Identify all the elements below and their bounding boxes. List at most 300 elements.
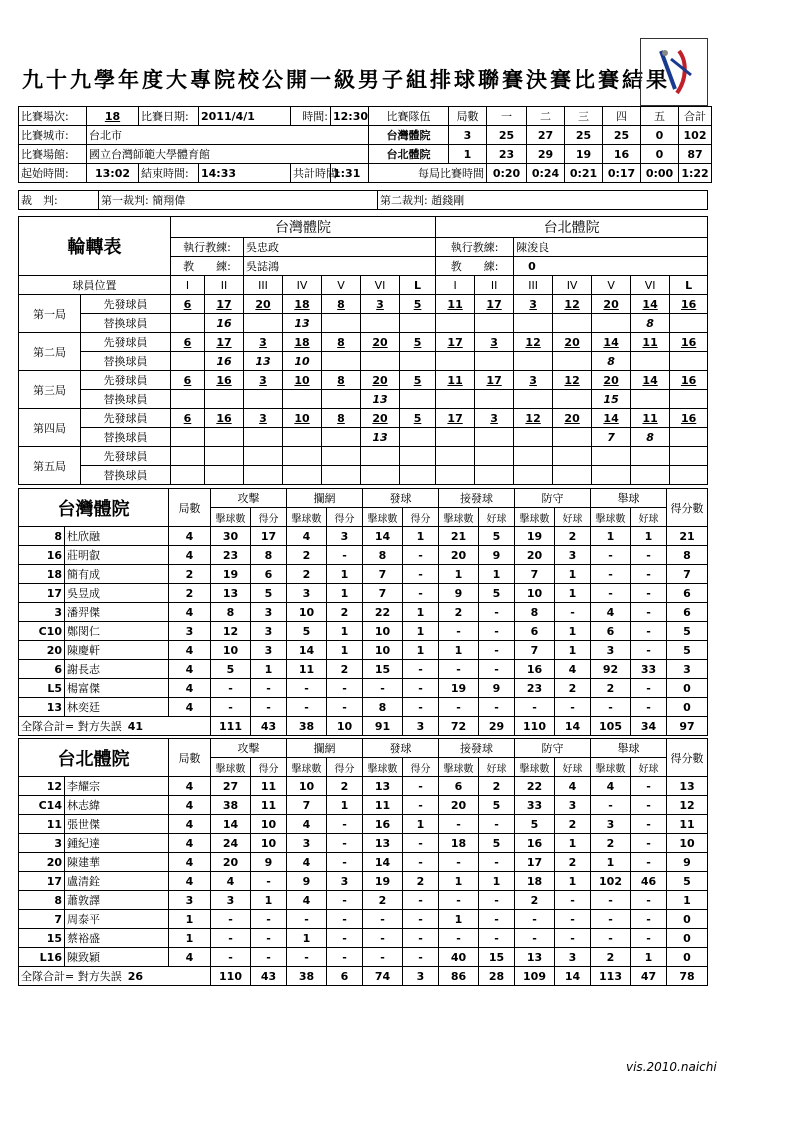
- sub-cell: [670, 466, 708, 485]
- score-cell: 1: [449, 145, 487, 164]
- stat-cell: 11: [251, 777, 287, 796]
- sub-cell: [205, 390, 244, 409]
- sub-header: 得分: [251, 508, 287, 527]
- stat-cell: 3: [667, 660, 708, 679]
- stat-cell: 2: [591, 834, 631, 853]
- sub-cell: [244, 428, 283, 447]
- stat-cell: 7: [515, 641, 555, 660]
- stat-cell: 3: [287, 584, 327, 603]
- stat-cell: -: [591, 796, 631, 815]
- starter-cell: 3: [514, 295, 553, 314]
- stat-cell: -: [327, 546, 363, 565]
- stat-cell: 1: [327, 622, 363, 641]
- sub-cell: [283, 390, 322, 409]
- block-header: 攔網: [287, 489, 363, 508]
- score-cell: 102: [679, 126, 712, 145]
- rotation-team-a: 台灣體院: [171, 217, 436, 238]
- sub-cell: [171, 466, 205, 485]
- stat-cell: 9: [479, 546, 515, 565]
- stat-cell: 8: [667, 546, 708, 565]
- sub-cell: [514, 352, 553, 371]
- exec-coach-label: 執行教練:: [436, 238, 514, 257]
- starter-cell: 20: [592, 371, 631, 390]
- table-row: [19, 948, 708, 967]
- total-cell: 109: [515, 967, 555, 986]
- score-header-team: 比賽隊伍: [369, 107, 449, 126]
- stat-cell: 33: [631, 660, 667, 679]
- player-name: 陳致穎: [65, 948, 169, 967]
- match-no: 18: [87, 107, 139, 126]
- stat-cell: -: [631, 834, 667, 853]
- stat-cell: -: [555, 910, 591, 929]
- team-b-exec-coach: 陳浚良: [514, 238, 708, 257]
- starter-cell: 20: [244, 295, 283, 314]
- stat-cell: 6: [515, 622, 555, 641]
- stat-cell: 24: [211, 834, 251, 853]
- player-name: 蕭敦譯: [65, 891, 169, 910]
- starter-cell: 14: [631, 371, 670, 390]
- venue-value: 國立台灣師範大學體育館: [87, 145, 369, 164]
- starter-cell: 12: [553, 371, 592, 390]
- opponent-errors: 26: [127, 970, 144, 983]
- stat-cell: 4: [555, 777, 591, 796]
- stat-cell: 2: [287, 546, 327, 565]
- player-name: 潘羿傑: [65, 603, 169, 622]
- stat-cell: 5: [667, 622, 708, 641]
- stat-cell: 1: [667, 891, 708, 910]
- stat-cell: -: [403, 546, 439, 565]
- total-cell: 74: [363, 967, 403, 986]
- stat-cell: 3: [327, 527, 363, 546]
- stat-cell: -: [479, 815, 515, 834]
- stat-cell: -: [403, 660, 439, 679]
- sub-cell: [592, 314, 631, 333]
- score-cell: 27: [527, 126, 565, 145]
- score-header-s5: 五: [641, 107, 679, 126]
- stat-cell: -: [403, 948, 439, 967]
- stat-cell: 1: [169, 929, 211, 948]
- sub-cell: [283, 466, 322, 485]
- stat-cell: 3: [327, 872, 363, 891]
- total-cell: 14: [555, 717, 591, 736]
- referee-label: 裁 判:: [19, 191, 99, 210]
- sub-header: 擊球數: [439, 758, 479, 777]
- block-header: 攔網: [287, 739, 363, 758]
- score-team-b: 台北體院: [369, 145, 449, 164]
- attack-header: 攻擊: [211, 739, 287, 758]
- stat-cell: 1: [631, 527, 667, 546]
- stat-cell: -: [327, 929, 363, 948]
- stat-cell: 2: [403, 872, 439, 891]
- stat-cell: 10: [515, 584, 555, 603]
- position-header: L: [670, 276, 708, 295]
- total-cell: 28: [479, 967, 515, 986]
- sub-cell: [436, 390, 475, 409]
- stat-cell: -: [251, 948, 287, 967]
- totals-label: 全隊合計= 對方失誤: [21, 970, 122, 983]
- first-referee: 第一裁判: 簡翔偉: [99, 191, 378, 210]
- sub-cell: [322, 314, 361, 333]
- player-number: 15: [19, 929, 65, 948]
- stat-cell: -: [439, 929, 479, 948]
- stat-cell: -: [251, 929, 287, 948]
- points-header: 得分數: [667, 489, 708, 527]
- stat-cell: 4: [169, 777, 211, 796]
- player-name: 周泰平: [65, 910, 169, 929]
- starter-cell: 14: [592, 333, 631, 352]
- table-row: [19, 698, 708, 717]
- stat-cell: 4: [555, 660, 591, 679]
- set-name: 第二局: [19, 333, 81, 371]
- sub-header: 得分: [403, 508, 439, 527]
- stat-cell: -: [631, 546, 667, 565]
- total-cell: 86: [439, 967, 479, 986]
- stat-cell: 7: [363, 565, 403, 584]
- player-number: 6: [19, 660, 65, 679]
- stat-cell: 22: [363, 603, 403, 622]
- set-time: 0:24: [527, 164, 565, 183]
- sub-cell: 16: [205, 352, 244, 371]
- stat-cell: -: [631, 929, 667, 948]
- position-header: V: [322, 276, 361, 295]
- stat-cell: 4: [169, 948, 211, 967]
- stat-cell: 12: [667, 796, 708, 815]
- starter-cell: 17: [475, 371, 514, 390]
- stat-cell: 13: [363, 834, 403, 853]
- starter-cell: 17: [436, 333, 475, 352]
- set-header: 舉球: [591, 739, 667, 758]
- sub-cell: [400, 390, 436, 409]
- stat-cell: 1: [327, 641, 363, 660]
- sub-cell: [475, 390, 514, 409]
- stat-cell: 18: [439, 834, 479, 853]
- sub-header: 好球: [631, 508, 667, 527]
- second-referee: 第二裁判: 趙錢剛: [378, 191, 708, 210]
- stat-cell: -: [211, 679, 251, 698]
- sub-cell: [475, 352, 514, 371]
- defense-header: 防守: [515, 489, 591, 508]
- sub-cell: [436, 466, 475, 485]
- sub-cell: 8: [631, 428, 670, 447]
- starter-cell: 6: [171, 371, 205, 390]
- set-name: 第四局: [19, 409, 81, 447]
- sub-cell: [436, 428, 475, 447]
- player-name: 吳昱成: [65, 584, 169, 603]
- player-number: C10: [19, 622, 65, 641]
- exec-coach-label: 執行教練:: [171, 238, 244, 257]
- stat-cell: 7: [667, 565, 708, 584]
- position-header: VI: [361, 276, 400, 295]
- stat-cell: -: [631, 679, 667, 698]
- stat-cell: 1: [327, 796, 363, 815]
- stat-cell: -: [287, 698, 327, 717]
- stat-cell: 3: [169, 891, 211, 910]
- receive-header: 接發球: [439, 739, 515, 758]
- receive-header: 接發球: [439, 489, 515, 508]
- stat-cell: -: [439, 622, 479, 641]
- score-cell: 23: [487, 145, 527, 164]
- stat-cell: -: [403, 679, 439, 698]
- stat-cell: 20: [211, 853, 251, 872]
- total-cell: 105: [591, 717, 631, 736]
- stat-cell: -: [515, 698, 555, 717]
- player-number: 7: [19, 910, 65, 929]
- starter-cell: 11: [631, 333, 670, 352]
- stat-cell: 2: [555, 679, 591, 698]
- stat-cell: 9: [287, 872, 327, 891]
- starter-cell: 6: [171, 333, 205, 352]
- team-b-stats-table: [18, 738, 708, 986]
- sub-cell: [361, 466, 400, 485]
- table-row: [19, 872, 708, 891]
- stat-cell: 4: [287, 853, 327, 872]
- stat-cell: -: [631, 622, 667, 641]
- total-cell: 29: [479, 717, 515, 736]
- rotation-table: [18, 216, 708, 485]
- stat-cell: -: [631, 815, 667, 834]
- player-number: 20: [19, 641, 65, 660]
- stat-cell: 1: [439, 565, 479, 584]
- stat-cell: 1: [327, 565, 363, 584]
- stat-cell: 4: [169, 603, 211, 622]
- stat-cell: 1: [251, 891, 287, 910]
- sub-cell: [553, 466, 592, 485]
- stat-cell: 10: [287, 603, 327, 622]
- stat-cell: 2: [169, 584, 211, 603]
- team-b-coach: 0: [514, 257, 708, 276]
- starter-cell: 16: [670, 409, 708, 428]
- starter-cell: 17: [436, 409, 475, 428]
- sub-cell: 8: [631, 314, 670, 333]
- sub-header: 好球: [479, 508, 515, 527]
- sub-cell: [514, 428, 553, 447]
- starter-cell: 20: [592, 295, 631, 314]
- stat-cell: 4: [169, 641, 211, 660]
- stat-cell: 3: [555, 546, 591, 565]
- stat-cell: -: [211, 948, 251, 967]
- stat-cell: 13: [667, 777, 708, 796]
- stat-cell: -: [479, 891, 515, 910]
- score-header-s1: 一: [487, 107, 527, 126]
- starter-cell: 5: [400, 333, 436, 352]
- starter-label: 先發球員: [81, 447, 171, 466]
- stat-cell: 14: [363, 527, 403, 546]
- stat-cell: 19: [363, 872, 403, 891]
- stat-cell: 92: [591, 660, 631, 679]
- stat-cell: -: [479, 603, 515, 622]
- stat-cell: 14: [287, 641, 327, 660]
- stat-cell: -: [403, 796, 439, 815]
- totals-label-cell: [19, 717, 211, 736]
- stat-cell: 2: [555, 527, 591, 546]
- defense-header: 防守: [515, 739, 591, 758]
- starter-cell: 16: [670, 371, 708, 390]
- total-value: 1:31: [331, 164, 369, 183]
- starter-cell: 17: [205, 333, 244, 352]
- stat-cell: 5: [479, 796, 515, 815]
- rotation-team-b: 台北體院: [436, 217, 708, 238]
- starter-cell: 3: [244, 333, 283, 352]
- starter-cell: 11: [436, 371, 475, 390]
- stat-cell: 10: [363, 622, 403, 641]
- stat-cell: -: [631, 910, 667, 929]
- team-name: 台灣體院: [19, 489, 169, 527]
- starter-cell: [205, 447, 244, 466]
- stat-cell: 2: [363, 891, 403, 910]
- stat-cell: 4: [287, 815, 327, 834]
- stat-cell: -: [631, 584, 667, 603]
- total-cell: 113: [591, 967, 631, 986]
- stat-cell: 1: [439, 872, 479, 891]
- stat-cell: -: [327, 948, 363, 967]
- stat-cell: 8: [515, 603, 555, 622]
- set-time: 0:17: [603, 164, 641, 183]
- score-header-s4: 四: [603, 107, 641, 126]
- stat-cell: 1: [555, 584, 591, 603]
- stat-cell: 4: [169, 546, 211, 565]
- stat-cell: 5: [479, 527, 515, 546]
- stat-cell: 19: [211, 565, 251, 584]
- stat-cell: -: [403, 698, 439, 717]
- starter-cell: 5: [400, 371, 436, 390]
- start-label: 起始時間:: [19, 164, 87, 183]
- stat-cell: 9: [479, 679, 515, 698]
- stat-cell: 2: [555, 815, 591, 834]
- stat-cell: 4: [169, 834, 211, 853]
- player-number: 3: [19, 834, 65, 853]
- score-cell: 3: [449, 126, 487, 145]
- total-cell: 6: [327, 967, 363, 986]
- starter-cell: 20: [553, 409, 592, 428]
- starter-cell: 12: [553, 295, 592, 314]
- table-row: [19, 891, 708, 910]
- stat-cell: 18: [515, 872, 555, 891]
- stat-cell: 40: [439, 948, 479, 967]
- stat-cell: -: [363, 910, 403, 929]
- stat-cell: 1: [251, 660, 287, 679]
- stat-cell: 5: [251, 584, 287, 603]
- league-logo: [640, 38, 708, 106]
- starter-cell: [553, 447, 592, 466]
- stat-cell: 3: [169, 622, 211, 641]
- stat-cell: 1: [439, 641, 479, 660]
- stat-cell: 3: [555, 796, 591, 815]
- score-cell: 87: [679, 145, 712, 164]
- stat-cell: 11: [251, 796, 287, 815]
- stat-cell: 4: [169, 527, 211, 546]
- time-label: 時間:: [291, 107, 331, 126]
- stat-cell: 1: [591, 853, 631, 872]
- stat-cell: 1: [403, 603, 439, 622]
- stat-cell: -: [403, 565, 439, 584]
- stat-cell: -: [403, 929, 439, 948]
- score-header-total: 合計: [679, 107, 712, 126]
- player-number: 13: [19, 698, 65, 717]
- table-row: [19, 660, 708, 679]
- stat-cell: 3: [591, 641, 631, 660]
- stat-cell: -: [363, 948, 403, 967]
- stat-cell: -: [631, 641, 667, 660]
- starter-cell: [514, 447, 553, 466]
- total-cell: 91: [363, 717, 403, 736]
- stat-cell: 13: [211, 584, 251, 603]
- city-value: 台北市: [87, 126, 369, 145]
- stat-cell: 2: [327, 777, 363, 796]
- starter-label: 先發球員: [81, 409, 171, 428]
- player-name: 鍾紀達: [65, 834, 169, 853]
- sub-cell: [631, 390, 670, 409]
- player-number: 11: [19, 815, 65, 834]
- starter-cell: 14: [592, 409, 631, 428]
- stat-cell: -: [327, 834, 363, 853]
- stat-cell: -: [327, 679, 363, 698]
- sub-header: 擊球數: [363, 758, 403, 777]
- starter-cell: [244, 447, 283, 466]
- stat-cell: -: [439, 660, 479, 679]
- sub-cell: 7: [592, 428, 631, 447]
- sub-cell: [670, 314, 708, 333]
- stat-cell: 3: [251, 603, 287, 622]
- coach-label: 教 練:: [171, 257, 244, 276]
- table-row: [19, 565, 708, 584]
- totals-label-cell: [19, 967, 211, 986]
- stat-cell: 14: [363, 853, 403, 872]
- player-number: 16: [19, 546, 65, 565]
- stat-cell: 16: [515, 834, 555, 853]
- team-a-exec-coach: 吳忠政: [244, 238, 436, 257]
- stat-cell: -: [327, 910, 363, 929]
- stat-cell: -: [287, 948, 327, 967]
- sub-label: 替換球員: [81, 466, 171, 485]
- team-a-stats-table: [18, 488, 708, 736]
- stat-cell: 2: [327, 660, 363, 679]
- starter-cell: 8: [322, 371, 361, 390]
- starter-cell: 12: [514, 409, 553, 428]
- starter-cell: [670, 447, 708, 466]
- sub-cell: [244, 314, 283, 333]
- stat-cell: 4: [287, 891, 327, 910]
- player-name: 蔡裕盛: [65, 929, 169, 948]
- position-header: I: [171, 276, 205, 295]
- stat-cell: 22: [515, 777, 555, 796]
- sub-header: 好球: [555, 758, 591, 777]
- stat-cell: -: [211, 929, 251, 948]
- stat-cell: 1: [169, 910, 211, 929]
- sub-cell: [244, 390, 283, 409]
- stat-cell: -: [515, 929, 555, 948]
- stat-cell: 10: [251, 815, 287, 834]
- player-number: 8: [19, 891, 65, 910]
- stat-cell: 9: [439, 584, 479, 603]
- stat-cell: 1: [287, 929, 327, 948]
- sub-cell: [631, 352, 670, 371]
- starter-cell: 5: [400, 295, 436, 314]
- sub-cell: [592, 466, 631, 485]
- player-name: 盧清銓: [65, 872, 169, 891]
- sub-header: 擊球數: [515, 758, 555, 777]
- table-row: [19, 834, 708, 853]
- player-name: 鄭閔仁: [65, 622, 169, 641]
- stat-cell: -: [591, 910, 631, 929]
- player-number: C14: [19, 796, 65, 815]
- stat-cell: 6: [251, 565, 287, 584]
- end-value: 14:33: [199, 164, 291, 183]
- starter-cell: 16: [205, 371, 244, 390]
- table-row: [19, 584, 708, 603]
- set-time: 0:20: [487, 164, 527, 183]
- stat-cell: 0: [667, 929, 708, 948]
- sub-cell: [400, 352, 436, 371]
